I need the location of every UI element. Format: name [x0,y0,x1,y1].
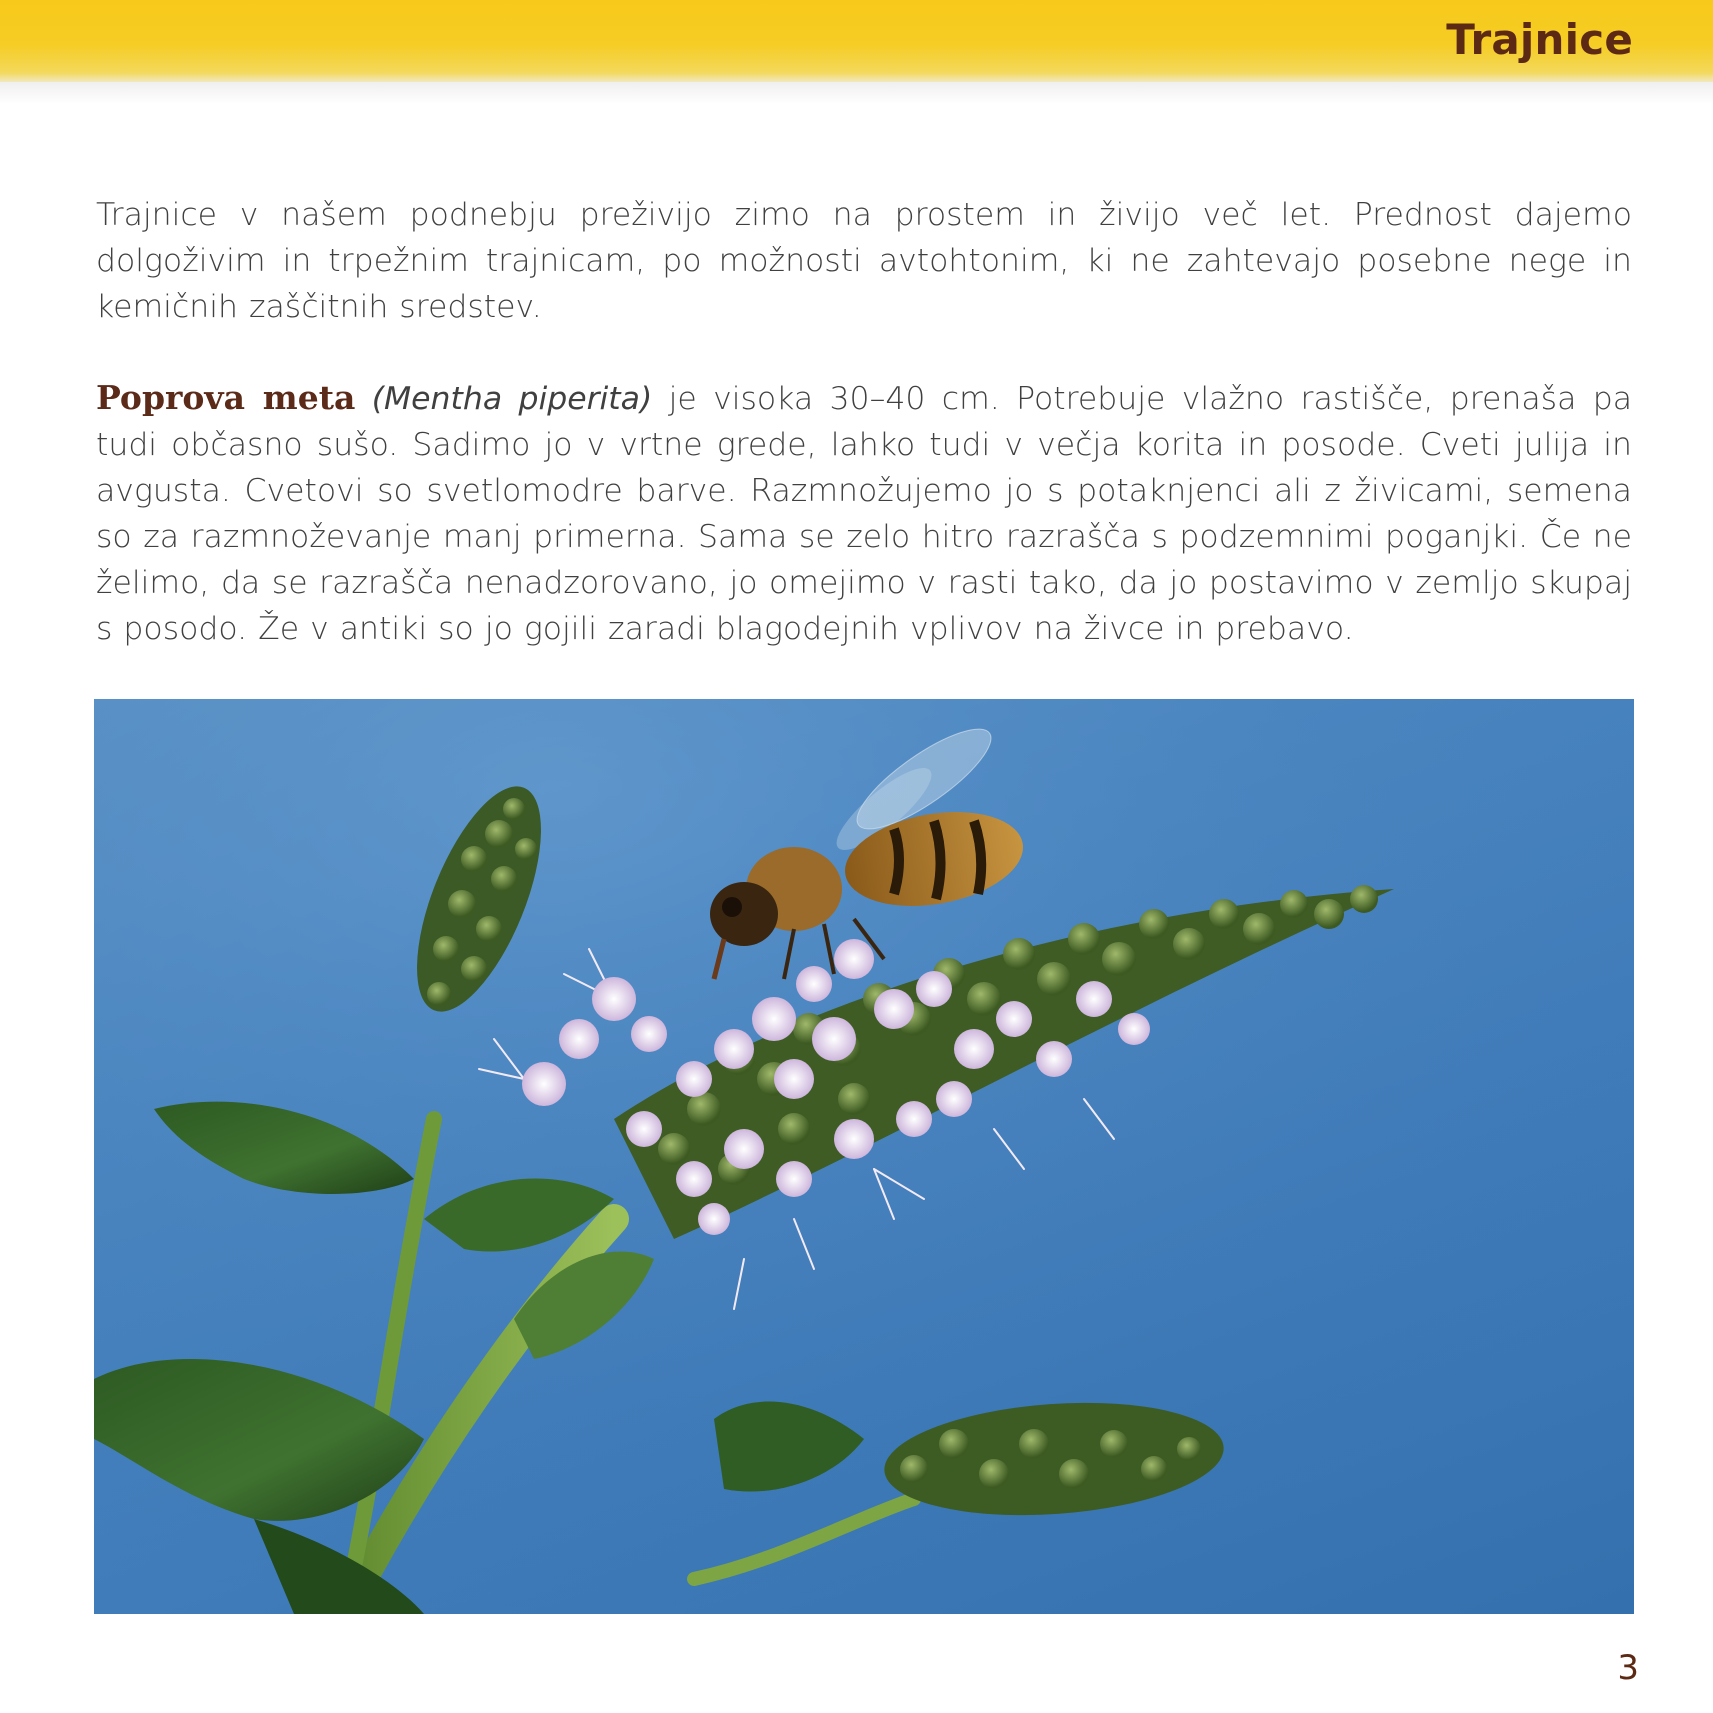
photo-illustration [94,699,1634,1614]
page-number: 3 [1617,1648,1639,1688]
photo-bee-on-peppermint [94,699,1634,1614]
section-title: Trajnice [1446,15,1633,64]
header-shadow [0,82,1713,104]
plant-description: je visoka 30–40 cm. Potrebuje vlažno rastišče, prenaša pa tudi občasno sušo. Sadimo jo v vrtne grede, lahko tudi v večja korita in posode. Cveti julija in avgusta. Cvetovi so svetlomodre barve. Razmnožujemo jo s potaknjenci ali z živicami, semena so za razmnoževanje manj primerna. Sama se zelo hitro razrašča s podzemnimi poganjki. Če ne želimo, da se razrašča nenadzorovano, jo omejimo v rasti tako, da jo postavimo v zemljo skupaj s posodo. Že v antiki so jo gojili zaradi blagodejnih vplivov na živce in prebavo. [96,381,1633,647]
plant-description-paragraph [96,375,1632,652]
plant-latin-name: (Mentha piperita) [371,381,653,417]
plant-name: Poprova meta [96,378,356,417]
intro-paragraph: Trajnice v našem podnebju preživijo zimo na prostem in živijo več let. Prednost dajemo dolgoživim in trpežnim trajnicam, po možnosti avtohtonim, ki ne zahtevajo posebne nege in kemičnih zaščitnih sredstev. [96,197,1632,325]
